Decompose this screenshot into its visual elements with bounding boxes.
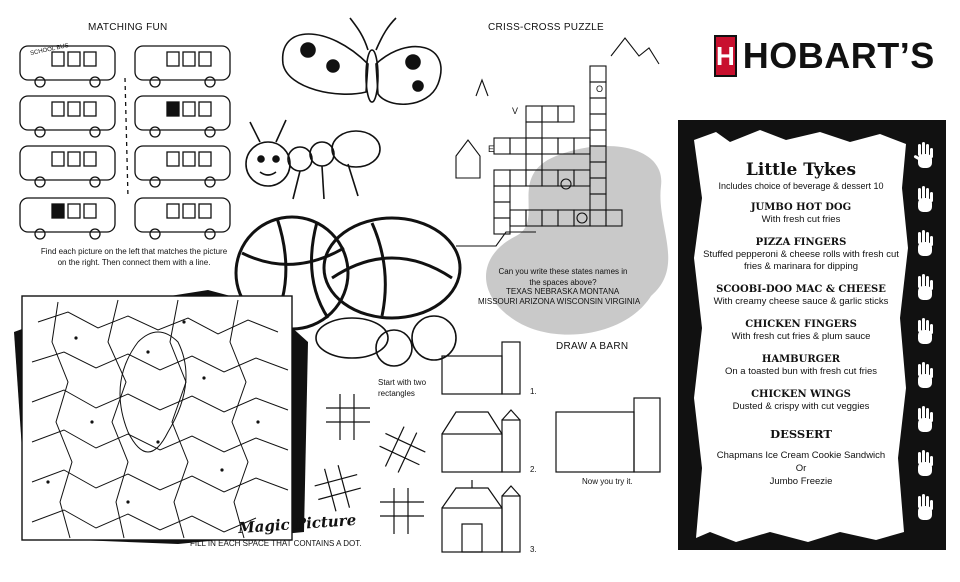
barn-drawing-steps xyxy=(436,336,676,558)
bus-right-3 xyxy=(135,146,230,187)
menu-item-name: SCOOBI-DOO MAC & CHEESE xyxy=(716,284,886,295)
tictactoe-grid-4 xyxy=(380,488,424,534)
crossword-illustration xyxy=(436,36,686,366)
crossword-letter-v: V xyxy=(512,106,519,116)
menu-item xyxy=(690,353,912,378)
tictactoe-grid-3 xyxy=(311,461,365,515)
brand-mark: H xyxy=(714,35,737,77)
hand-icon xyxy=(918,186,933,212)
matching-title: MATCHING FUN xyxy=(88,22,168,33)
bus-matching-illustration xyxy=(10,38,240,248)
dessert-or: Or xyxy=(795,463,807,474)
hand-icon xyxy=(918,274,933,300)
crossword-states-line1: TEXAS NEBRASKA MONTANA xyxy=(506,287,620,296)
bus-left-2 xyxy=(20,96,115,137)
menu-item-desc: Stuffed pepperoni & cheese rolls with fresh cut fries & marinara for dipping xyxy=(703,249,899,272)
menu-item-name: CHICKEN WINGS xyxy=(751,389,851,400)
barn-title: DRAW A BARN xyxy=(556,341,629,352)
crossword-question: Can you write these states names in the spaces above? xyxy=(498,267,628,287)
butterfly-ant-illustration xyxy=(238,14,458,214)
barn-step-3-number: 3. xyxy=(530,545,537,554)
barn-try-box xyxy=(556,398,660,472)
menu-item-desc: On a toasted bun with fresh cut fries xyxy=(724,366,878,377)
barn-step-1 xyxy=(442,342,520,394)
bus-right-1 xyxy=(135,46,230,87)
hand-icon xyxy=(918,362,933,388)
barn-try-label: Now you try it. xyxy=(582,477,633,486)
tictactoe-hint: Start with two rectangles xyxy=(378,378,427,398)
menu-item-name: CHICKEN FINGERS xyxy=(745,319,857,330)
barn-step-3 xyxy=(442,480,520,552)
hand-icon xyxy=(918,230,933,256)
crossword-letter-e: E xyxy=(488,144,495,154)
hand-icon xyxy=(913,142,933,168)
menu-item xyxy=(690,201,912,226)
bus-left-4 xyxy=(20,198,115,239)
barn-step-2 xyxy=(442,410,520,472)
kids-menu xyxy=(690,160,912,488)
crossword-letter-o: O xyxy=(596,84,604,94)
menu-item-desc: With creamy cheese sauce & garlic sticks xyxy=(713,296,889,307)
menu-item-desc: Dusted & crispy with cut veggies xyxy=(732,401,870,412)
magic-picture-instructions: FILL IN EACH SPACE THAT CONTAINS A DOT. xyxy=(190,539,362,548)
hand-icon xyxy=(918,318,933,344)
bus-left-3 xyxy=(20,146,115,187)
menu-item-name: PIZZA FINGERS xyxy=(755,237,847,248)
matching-instructions: Find each picture on the left that matches the picture on the right. Then connect them with a line. xyxy=(40,247,228,267)
menu-subtitle: Includes choice of beverage & dessert 10 xyxy=(718,181,884,191)
brand-logo xyxy=(714,34,935,78)
menu-item-desc: With fresh cut fries & plum sauce xyxy=(731,331,871,342)
bus-right-4 xyxy=(135,198,230,239)
dessert-option-2: Jumbo Freezie xyxy=(769,476,833,487)
menu-item-name: JUMBO HOT DOG xyxy=(750,202,852,213)
menu-item xyxy=(690,283,912,308)
brand-name: HOBART’S xyxy=(742,35,935,76)
bus-sign-label: SCHOOL BUS xyxy=(29,42,70,58)
tictactoe-grid-2 xyxy=(373,421,431,479)
menu-item xyxy=(690,388,912,413)
tictactoe-grids xyxy=(310,388,440,538)
menu-item-name: HAMBURGER xyxy=(761,354,841,365)
magic-picture-logo: Magic Picture xyxy=(237,510,357,538)
crossword-states-line2: MISSOURI ARIZONA WISCONSIN VIRGINIA xyxy=(478,297,641,306)
hand-icon xyxy=(918,494,933,520)
hand-icon xyxy=(918,406,933,432)
menu-item xyxy=(690,318,912,343)
tictactoe-grid-1 xyxy=(326,394,370,440)
hand-icons xyxy=(912,140,942,540)
menu-item xyxy=(690,236,912,273)
hand-column xyxy=(912,140,942,540)
barn-step-2-number: 2. xyxy=(530,465,537,474)
barn-step-1-number: 1. xyxy=(530,387,537,396)
magic-picture-illustration xyxy=(8,282,318,552)
dessert-option-1: Chapmans Ice Cream Cookie Sandwich xyxy=(716,450,886,461)
bus-right-2 xyxy=(135,96,230,137)
menu-title: Little Tykes xyxy=(745,160,857,180)
menu-item-desc: With fresh cut fries xyxy=(761,214,841,225)
dessert-title: DESSERT xyxy=(770,427,832,441)
crossword-title: CRISS-CROSS PUZZLE xyxy=(488,22,604,33)
hand-icon xyxy=(918,450,933,476)
